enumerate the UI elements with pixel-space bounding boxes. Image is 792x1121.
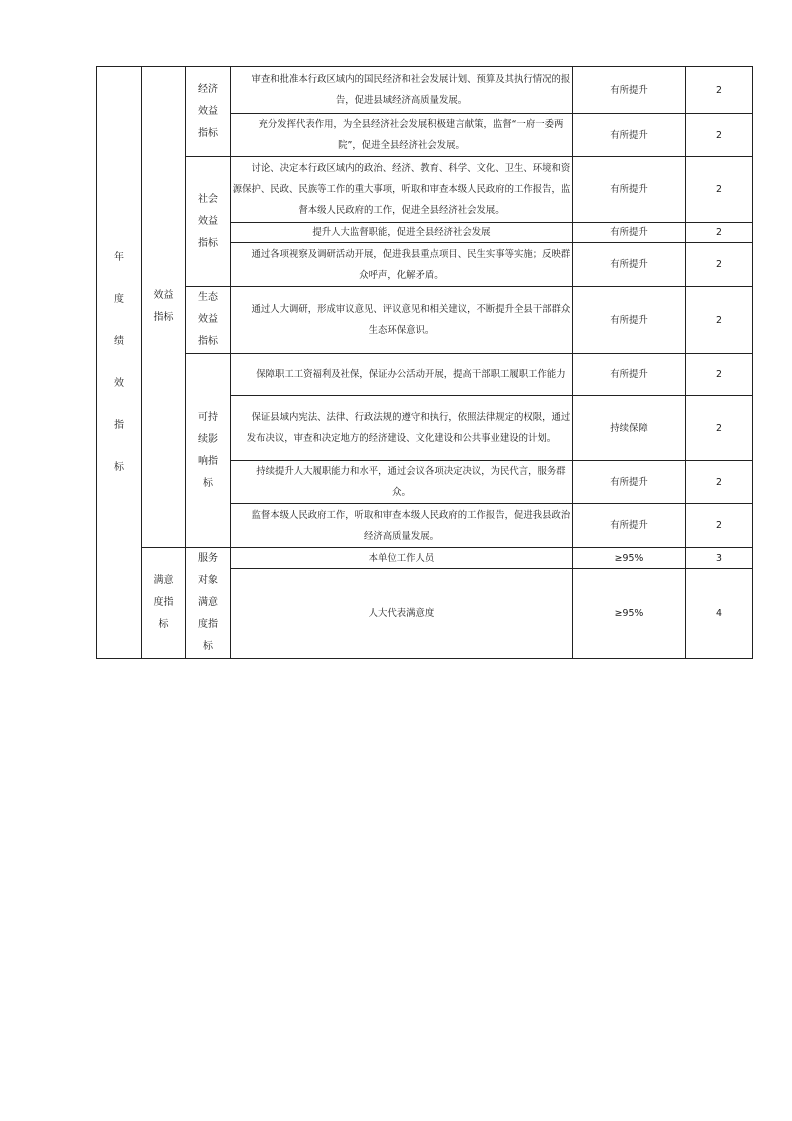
level3-cell-service [186, 548, 231, 659]
indicator-score: 2 [686, 461, 753, 504]
indicator-content: 保证县域内宪法、法律、行政法规的遵守和执行，依照法律规定的权限，通过发布决议，审查和决定地方的经济建设、文化建设和公共事业建设的计划。 [231, 396, 573, 461]
level3-label: 可持续影响指标 [198, 411, 218, 489]
indicator-content: 监督本级人民政府工作，听取和审查本级人民政府的工作报告，促进我县政治经济高质量发展。 [231, 504, 573, 548]
indicator-content: 讨论、决定本行政区域内的政治、经济、教育、科学、文化、卫生、环境和资源保护、民政、民族等工作的重大事项，听取和审查本级人民政府的工作报告，监督本级人民政府的工作，促进全县经济社会发展。 [231, 157, 573, 223]
level3-cell-ecological [186, 287, 231, 354]
indicator-score: 3 [686, 548, 753, 569]
indicator-content: 提升人大监督职能，促进全县经济社会发展 [231, 223, 573, 243]
indicator-content: 充分发挥代表作用，为全县经济社会发展积极建言献策，监督“一府一委两院”，促进全县经济社会发展。 [231, 114, 573, 157]
indicator-content: 人大代表满意度 [231, 569, 573, 659]
table-row [97, 354, 753, 396]
level2-label: 满意度指标 [153, 575, 174, 630]
indicator-score: 2 [686, 67, 753, 114]
indicator-score: 2 [686, 157, 753, 223]
level3-cell-sustainable [186, 354, 231, 548]
level3-label: 服务对象满意度指标 [198, 553, 218, 652]
indicator-score: 2 [686, 396, 753, 461]
indicator-value: 有所提升 [573, 504, 686, 548]
indicator-content: 本单位工作人员 [231, 548, 573, 569]
table-row [97, 157, 753, 223]
level2-label: 效益指标 [153, 290, 174, 323]
indicator-value: 有所提升 [573, 243, 686, 287]
indicator-value: ≥95% [573, 548, 686, 569]
indicator-value: 有所提升 [573, 287, 686, 354]
level3-cell-social [186, 157, 231, 287]
indicator-value: 有所提升 [573, 461, 686, 504]
indicator-score: 2 [686, 223, 753, 243]
table-row [97, 67, 753, 114]
indicator-content: 审查和批准本行政区域内的国民经济和社会发展计划、预算及其执行情况的报告，促进县域经济高质量发展。 [231, 67, 573, 114]
indicator-value: 有所提升 [573, 114, 686, 157]
indicator-value: 持续保障 [573, 396, 686, 461]
indicator-content: 保障职工工资福利及社保，保证办公活动开展，提高干部职工履职工作能力 [231, 354, 573, 396]
indicator-score: 2 [686, 114, 753, 157]
indicator-score: 2 [686, 354, 753, 396]
level2-cell-satisfaction [142, 548, 186, 659]
level1-label: 年度绩效指标 [114, 251, 124, 473]
performance-indicator-table [96, 66, 753, 659]
indicator-value: 有所提升 [573, 354, 686, 396]
level3-label: 经济效益指标 [198, 83, 218, 139]
indicator-score: 2 [686, 243, 753, 287]
indicator-content: 通过各项视察及调研活动开展，促进我县重点项目、民生实事等实施；反映群众呼声，化解矛盾。 [231, 243, 573, 287]
level3-label: 社会效益指标 [198, 193, 218, 249]
indicator-value: 有所提升 [573, 157, 686, 223]
level3-cell-economic [186, 67, 231, 157]
indicator-score: 2 [686, 287, 753, 354]
indicator-score: 4 [686, 569, 753, 659]
indicator-content: 持续提升人大履职能力和水平，通过会议各项决定决议，为民代言，服务群众。 [231, 461, 573, 504]
table-row [97, 548, 753, 569]
level1-cell [97, 67, 142, 659]
indicator-content: 通过人大调研，形成审议意见、评议意见和相关建议，不断提升全县干部群众生态环保意识。 [231, 287, 573, 354]
table-row [97, 287, 753, 354]
level3-label: 生态效益指标 [198, 292, 218, 347]
indicator-score: 2 [686, 504, 753, 548]
indicator-value: ≥95% [573, 569, 686, 659]
indicator-value: 有所提升 [573, 67, 686, 114]
indicator-value: 有所提升 [573, 223, 686, 243]
level2-cell-benefit [142, 67, 186, 548]
